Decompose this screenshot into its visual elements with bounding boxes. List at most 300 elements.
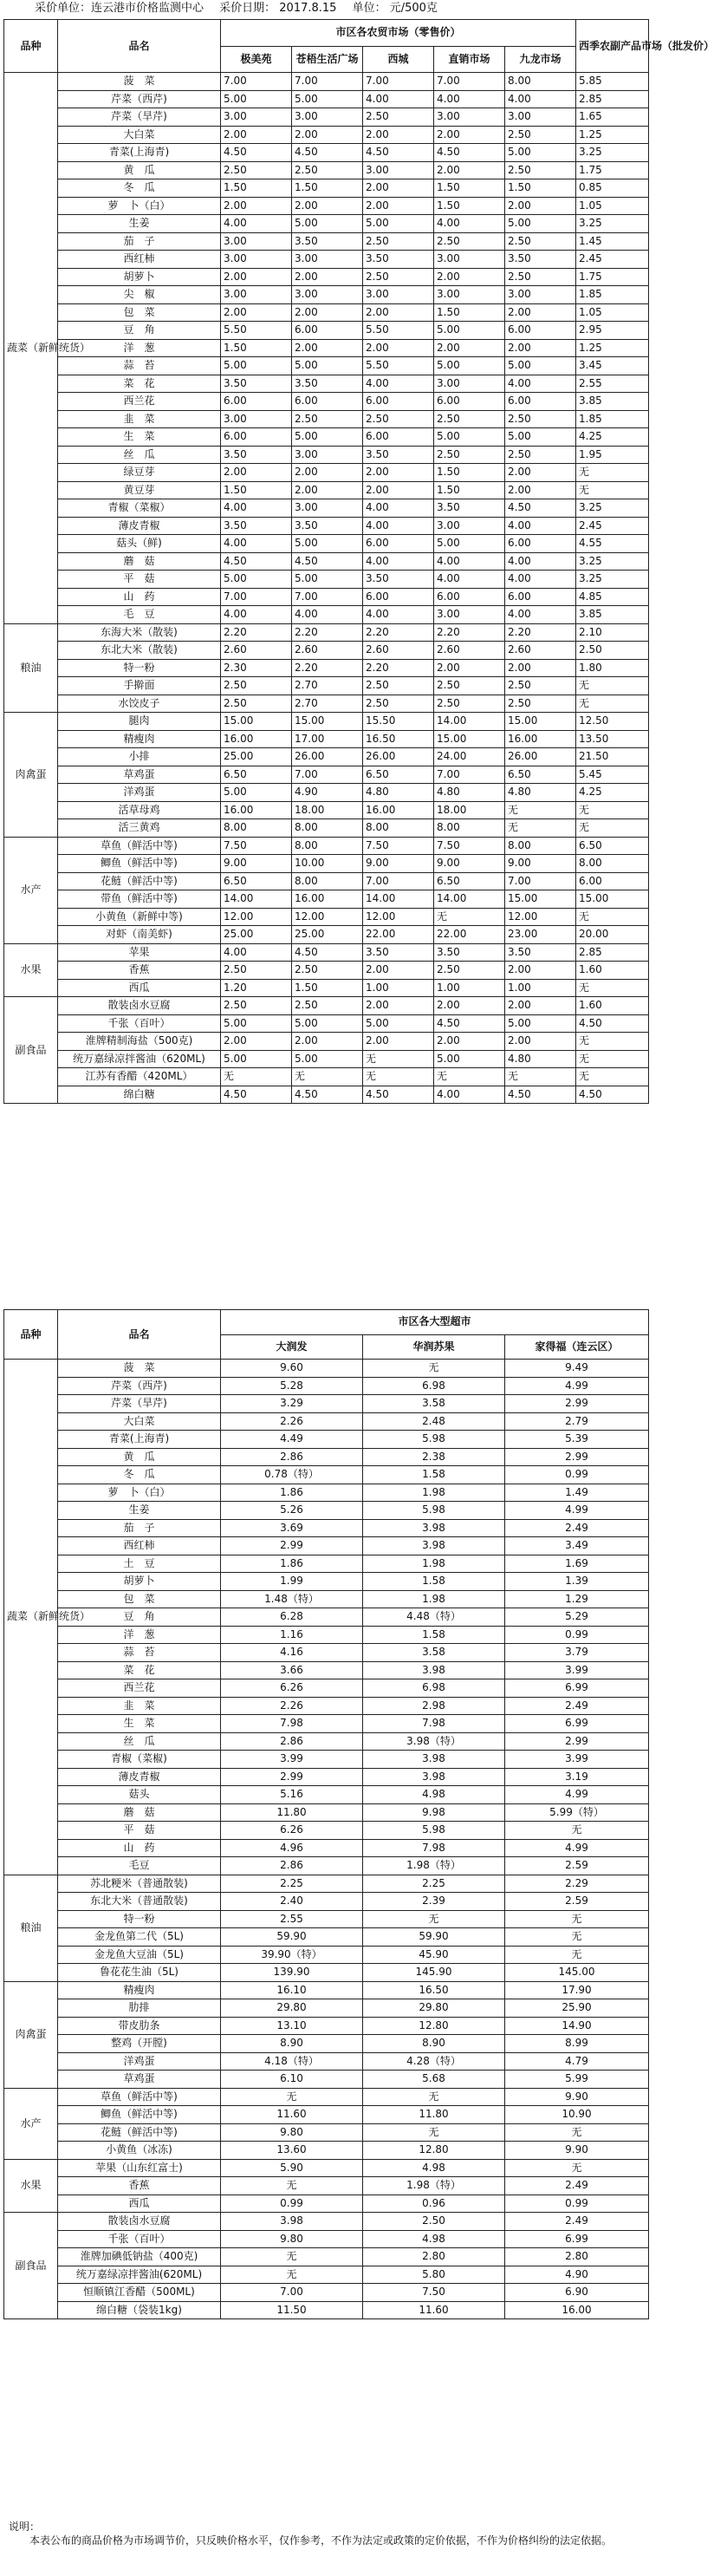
- price-cell: 3.99: [505, 1751, 649, 1769]
- price-cell: 6.10: [221, 2071, 363, 2089]
- table-row: [4, 286, 649, 304]
- price-cell: 6.90: [505, 2284, 649, 2302]
- category-cell: 蔬菜（新鲜统货）: [4, 1360, 58, 1875]
- price-cell: 5.00: [434, 428, 505, 447]
- price-cell: 20.00: [576, 926, 649, 944]
- price-cell: 4.50: [221, 144, 292, 162]
- price-cell: 1.50: [221, 481, 292, 499]
- price-cell: 2.00: [505, 997, 576, 1015]
- price-cell: 3.66: [221, 1661, 363, 1679]
- price-cell: 2.00: [221, 126, 292, 144]
- price-cell: 4.16: [221, 1644, 363, 1662]
- price-cell: 2.50: [434, 232, 505, 251]
- price-cell: 12.00: [363, 908, 434, 926]
- table-row: [4, 1644, 649, 1662]
- product-name: 包 菜: [58, 1590, 221, 1608]
- price-cell: 3.50: [221, 446, 292, 464]
- market-header-2: 苍梧生活广场: [292, 46, 363, 73]
- price-cell: 29.80: [363, 1999, 505, 2018]
- price-cell: 4.00: [434, 552, 505, 571]
- price-cell: 3.50: [221, 517, 292, 535]
- price-cell: 8.00: [505, 837, 576, 855]
- price-cell: 6.50: [576, 837, 649, 855]
- price-cell: 5.80: [363, 2266, 505, 2284]
- price-cell: 2.20: [434, 623, 505, 642]
- price-cell: 7.00: [363, 73, 434, 91]
- price-cell: 3.00: [434, 108, 505, 127]
- product-name: 西瓜: [58, 979, 221, 997]
- price-cell: 2.99: [221, 1768, 363, 1786]
- price-cell: 2.00: [434, 161, 505, 179]
- product-name: 散装卤水豆腐: [58, 2213, 221, 2231]
- price-cell: 7.98: [363, 1715, 505, 1733]
- product-name: 苹果（山东红富士): [58, 2159, 221, 2177]
- price-cell: 4.98: [363, 1786, 505, 1804]
- price-cell: 2.95: [576, 322, 649, 340]
- price-cell: 1.95: [576, 446, 649, 464]
- price-cell: 1.60: [576, 962, 649, 980]
- table-row: [4, 2213, 649, 2231]
- product-name: 韭 菜: [58, 410, 221, 428]
- product-name: 山 药: [58, 1839, 221, 1857]
- product-name: 薄皮青椒: [58, 517, 221, 535]
- price-cell: 6.00: [505, 588, 576, 606]
- price-cell: 2.20: [505, 623, 576, 642]
- super-header-2: 华润苏果: [363, 1334, 505, 1360]
- product-name: 活草母鸡: [58, 801, 221, 819]
- product-name: 生 菜: [58, 428, 221, 447]
- price-cell: 5.00: [505, 428, 576, 447]
- product-name: 香蕉: [58, 2177, 221, 2195]
- price-cell: 无: [576, 695, 649, 713]
- price-cell: 8.00: [576, 855, 649, 873]
- product-name: 金龙鱼大豆油（5L): [58, 1946, 221, 1964]
- product-name: 菜 花: [58, 375, 221, 393]
- price-cell: 1.50: [434, 303, 505, 322]
- price-cell: 无: [505, 1910, 649, 1928]
- price-cell: 6.98: [363, 1679, 505, 1698]
- price-cell: 无: [576, 481, 649, 499]
- product-name: 尖 椒: [58, 286, 221, 304]
- price-cell: 139.90: [221, 1964, 363, 1982]
- price-cell: 2.50: [434, 677, 505, 695]
- price-cell: 4.80: [434, 784, 505, 802]
- product-name: 小黄鱼（冰冻): [58, 2142, 221, 2160]
- product-name: 水饺皮子: [58, 695, 221, 713]
- price-cell: 3.00: [221, 232, 292, 251]
- table-row: [4, 2052, 649, 2071]
- price-cell: 无: [576, 677, 649, 695]
- price-cell: 3.99: [221, 1751, 363, 1769]
- price-cell: 2.00: [292, 464, 363, 482]
- product-name: 洋鸡蛋: [58, 2052, 221, 2071]
- price-cell: 145.90: [363, 1964, 505, 1982]
- product-name: 统万嘉绿凉拌酱油（620ML): [58, 1050, 221, 1068]
- price-cell: 2.50: [292, 410, 363, 428]
- table-row: [4, 1910, 649, 1928]
- price-cell: 3.50: [221, 375, 292, 393]
- price-cell: 无: [505, 1068, 576, 1086]
- product-name: 芹菜（西芹): [58, 90, 221, 108]
- price-cell: 2.39: [363, 1893, 505, 1911]
- price-cell: 1.98（特）: [363, 1857, 505, 1875]
- price-cell: 1.00: [434, 979, 505, 997]
- price-cell: 5.00: [221, 357, 292, 375]
- price-cell: 4.79: [505, 2052, 649, 2071]
- table-row: [4, 801, 649, 819]
- price-cell: 7.00: [434, 73, 505, 91]
- price-cell: 26.00: [505, 748, 576, 766]
- product-name: 花鲢（鲜活中等): [58, 2123, 221, 2142]
- table-row: [4, 1377, 649, 1395]
- price-cell: 1.45: [576, 232, 649, 251]
- price-cell: 5.00: [292, 535, 363, 553]
- price-cell: 2.80: [505, 2248, 649, 2266]
- table-row: [4, 713, 649, 731]
- price-cell: 无: [505, 1928, 649, 1947]
- table-row: [4, 1928, 649, 1947]
- price-cell: 2.86: [221, 1448, 363, 1466]
- table-row: [4, 2194, 649, 2213]
- product-name: 萝 卜（白）: [58, 1484, 221, 1502]
- price-cell: 2.86: [221, 1857, 363, 1875]
- product-name: 小排: [58, 748, 221, 766]
- price-cell: 1.58: [363, 1466, 505, 1484]
- price-cell: 8.00: [221, 819, 292, 838]
- price-cell: 无: [576, 801, 649, 819]
- product-name: 芹菜（旱芹): [58, 108, 221, 127]
- price-cell: 4.50: [221, 552, 292, 571]
- price-cell: 3.98: [363, 1751, 505, 1769]
- table-row: [4, 2177, 649, 2195]
- price-cell: 1.86: [221, 1555, 363, 1573]
- price-cell: 0.85: [576, 179, 649, 198]
- product-name: 活三黄鸡: [58, 819, 221, 838]
- price-cell: 3.00: [221, 286, 292, 304]
- product-name: 大白菜: [58, 1412, 221, 1431]
- price-cell: 0.99: [505, 1466, 649, 1484]
- price-cell: 11.60: [363, 2301, 505, 2319]
- product-name: 香蕉: [58, 962, 221, 980]
- price-cell: 2.50: [505, 268, 576, 286]
- category-cell: 肉禽蛋: [4, 713, 58, 838]
- price-cell: 3.00: [292, 108, 363, 127]
- price-cell: 4.00: [505, 552, 576, 571]
- price-cell: 无: [576, 819, 649, 838]
- price-cell: 2.80: [363, 2248, 505, 2266]
- price-cell: 2.00: [505, 481, 576, 499]
- product-name: 绵白糖（袋装1kg): [58, 2301, 221, 2319]
- table-row: [4, 659, 649, 677]
- product-name: 花鲢（鲜活中等): [58, 872, 221, 890]
- table-row: [4, 2123, 649, 2142]
- price-cell: 5.00: [292, 357, 363, 375]
- price-cell: 2.00: [363, 997, 434, 1015]
- product-name: 青菜(上海青): [58, 144, 221, 162]
- price-cell: 4.85: [576, 588, 649, 606]
- price-cell: 无: [505, 1946, 649, 1964]
- price-unit: 单位： 元/500克: [352, 2, 438, 15]
- price-cell: 无: [221, 2088, 363, 2106]
- price-cell: 25.00: [221, 926, 292, 944]
- price-cell: 4.00: [434, 215, 505, 233]
- price-cell: 4.00: [363, 606, 434, 624]
- price-cell: 16.00: [292, 890, 363, 909]
- category-cell: 粮油: [4, 1875, 58, 1981]
- table-row: [4, 1608, 649, 1627]
- price-cell: 2.20: [363, 659, 434, 677]
- product-name: 苹果: [58, 943, 221, 962]
- table-row: [4, 232, 649, 251]
- price-cell: 2.59: [505, 1893, 649, 1911]
- price-cell: 无: [221, 1068, 292, 1086]
- price-cell: 5.68: [363, 2071, 505, 2089]
- price-cell: 2.00: [505, 339, 576, 357]
- price-cell: 13.10: [221, 2017, 363, 2035]
- price-cell: 6.00: [221, 393, 292, 411]
- price-cell: 2.00: [221, 303, 292, 322]
- product-name: 胡萝卜: [58, 1573, 221, 1591]
- price-cell: 3.00: [434, 606, 505, 624]
- price-cell: 29.80: [221, 1999, 363, 2018]
- price-cell: 无: [576, 1033, 649, 1051]
- price-cell: 0.99: [505, 2194, 649, 2213]
- price-cell: 3.25: [576, 144, 649, 162]
- price-cell: 4.25: [576, 428, 649, 447]
- price-cell: 1.48（特）: [221, 1590, 363, 1608]
- price-cell: 14.00: [434, 713, 505, 731]
- price-cell: 无: [292, 1068, 363, 1086]
- price-cell: 9.98: [363, 1803, 505, 1822]
- price-cell: 2.00: [363, 303, 434, 322]
- table-row: [4, 535, 649, 553]
- price-cell: 3.00: [292, 286, 363, 304]
- price-cell: 2.00: [292, 303, 363, 322]
- table-row: [4, 926, 649, 944]
- product-name: 西兰花: [58, 1679, 221, 1698]
- price-cell: 2.50: [434, 695, 505, 713]
- price-cell: 1.58: [363, 1573, 505, 1591]
- price-cell: 2.85: [576, 943, 649, 962]
- price-cell: 17.00: [292, 730, 363, 748]
- price-cell: 2.26: [221, 1412, 363, 1431]
- price-cell: 15.00: [505, 890, 576, 909]
- table-row: [4, 1679, 649, 1698]
- price-cell: 5.98: [363, 1822, 505, 1840]
- product-name: 茄 子: [58, 232, 221, 251]
- price-cell: 18.00: [292, 801, 363, 819]
- price-cell: 2.49: [505, 1697, 649, 1715]
- table-row: [4, 375, 649, 393]
- price-cell: 5.85: [576, 73, 649, 91]
- table-row: [4, 1448, 649, 1466]
- product-name: 对虾（南美虾): [58, 926, 221, 944]
- table-row: [4, 2284, 649, 2302]
- price-cell: 1.00: [505, 979, 576, 997]
- table-row: [4, 2159, 649, 2177]
- price-cell: 2.00: [292, 339, 363, 357]
- price-cell: 1.60: [576, 997, 649, 1015]
- price-cell: 1.99: [221, 1573, 363, 1591]
- product-name: 统万嘉绿凉拌酱油(620ML): [58, 2266, 221, 2284]
- table-row: [4, 642, 649, 660]
- price-cell: 3.85: [576, 393, 649, 411]
- price-cell: 16.50: [363, 1981, 505, 1999]
- price-cell: 13.50: [576, 730, 649, 748]
- price-cell: 3.50: [434, 943, 505, 962]
- price-cell: 3.25: [576, 552, 649, 571]
- price-cell: 6.99: [505, 1715, 649, 1733]
- market-header-5: 九龙市场: [505, 46, 576, 73]
- price-cell: 3.98: [363, 1537, 505, 1555]
- table-row: [4, 552, 649, 571]
- table-row: [4, 268, 649, 286]
- product-name: 生姜: [58, 215, 221, 233]
- product-name: 茄 子: [58, 1519, 221, 1537]
- price-cell: 5.00: [505, 215, 576, 233]
- product-name: 黄豆芽: [58, 481, 221, 499]
- price-cell: 1.80: [576, 659, 649, 677]
- price-cell: 2.50: [505, 695, 576, 713]
- price-cell: 5.00: [292, 1050, 363, 1068]
- price-cell: 6.50: [434, 872, 505, 890]
- price-cell: 1.50: [505, 179, 576, 198]
- product-name: 苏北粳米（普通散装): [58, 1875, 221, 1893]
- price-cell: 2.00: [292, 1033, 363, 1051]
- price-cell: 15.00: [505, 713, 576, 731]
- price-cell: 3.00: [434, 251, 505, 269]
- price-cell: 1.50: [434, 179, 505, 198]
- price-cell: 5.00: [363, 215, 434, 233]
- price-cell: 无: [434, 908, 505, 926]
- table-row: [4, 90, 649, 108]
- price-cell: 2.00: [292, 126, 363, 144]
- price-cell: 2.99: [505, 1448, 649, 1466]
- super-col-name: 品名: [58, 1310, 221, 1360]
- super-col-category: 品种: [4, 1310, 58, 1360]
- price-cell: 12.80: [363, 2017, 505, 2035]
- market-price-table: [3, 19, 714, 1104]
- price-cell: 4.00: [363, 499, 434, 518]
- table-row: [4, 730, 649, 748]
- price-cell: 2.60: [221, 642, 292, 660]
- product-name: 蒜 苔: [58, 357, 221, 375]
- product-name: 蘑 菇: [58, 1803, 221, 1822]
- price-cell: 14.00: [221, 890, 292, 909]
- price-cell: 1.65: [576, 108, 649, 127]
- product-name: 胡萝卜: [58, 268, 221, 286]
- product-name: 芹菜（旱芹): [58, 1395, 221, 1413]
- product-name: 西红柿: [58, 251, 221, 269]
- price-cell: 4.50: [576, 1014, 649, 1033]
- price-cell: 7.50: [221, 837, 292, 855]
- price-cell: 4.96: [221, 1839, 363, 1857]
- price-cell: 2.48: [363, 1412, 505, 1431]
- product-name: 黄 瓜: [58, 1448, 221, 1466]
- price-cell: 2.50: [363, 2213, 505, 2231]
- market-header-3: 西城: [363, 46, 434, 73]
- price-cell: 3.19: [505, 1768, 649, 1786]
- product-name: 洋鸡蛋: [58, 784, 221, 802]
- price-cell: 无: [221, 2266, 363, 2284]
- price-cell: 2.50: [292, 997, 363, 1015]
- price-cell: 2.70: [292, 695, 363, 713]
- product-name: 淮牌精制海盐（500克): [58, 1033, 221, 1051]
- product-name: 手擀面: [58, 677, 221, 695]
- product-name: 韭 菜: [58, 1697, 221, 1715]
- product-name: 特一粉: [58, 1910, 221, 1928]
- table-row: [4, 606, 649, 624]
- price-cell: 6.00: [576, 872, 649, 890]
- price-cell: 2.00: [505, 464, 576, 482]
- price-cell: 6.00: [292, 393, 363, 411]
- price-cell: 3.00: [505, 108, 576, 127]
- price-cell: 4.00: [363, 90, 434, 108]
- price-cell: 1.25: [576, 339, 649, 357]
- price-cell: 3.50: [363, 446, 434, 464]
- price-cell: 4.50: [292, 1086, 363, 1104]
- table-row: [4, 1893, 649, 1911]
- price-cell: 5.99（特）: [505, 1803, 649, 1822]
- market-header-6: 西季农副产品市场（批发价）: [576, 20, 649, 73]
- price-cell: 4.48（特）: [363, 1608, 505, 1627]
- price-cell: 5.00: [221, 1050, 292, 1068]
- price-cell: 7.00: [292, 588, 363, 606]
- price-cell: 2.00: [434, 997, 505, 1015]
- price-cell: 10.00: [292, 855, 363, 873]
- price-cell: 5.50: [363, 357, 434, 375]
- price-cell: 2.50: [363, 268, 434, 286]
- price-cell: 3.98: [363, 1768, 505, 1786]
- price-cell: 4.00: [292, 606, 363, 624]
- product-name: 草鱼（鲜活中等): [58, 837, 221, 855]
- price-cell: 11.50: [221, 2301, 363, 2319]
- col-name: 品名: [58, 20, 221, 73]
- product-name: 西瓜: [58, 2194, 221, 2213]
- table-row: [4, 979, 649, 997]
- price-cell: 3.79: [505, 1644, 649, 1662]
- price-cell: 14.00: [363, 890, 434, 909]
- price-cell: 8.90: [363, 2035, 505, 2053]
- price-cell: 4.00: [363, 552, 434, 571]
- price-cell: 3.45: [576, 357, 649, 375]
- price-cell: 23.00: [505, 926, 576, 944]
- price-cell: 7.00: [434, 766, 505, 784]
- product-name: 鲫鱼（鲜活中等): [58, 855, 221, 873]
- price-cell: 11.60: [221, 2106, 363, 2124]
- price-cell: 无: [576, 1068, 649, 1086]
- price-cell: 4.50: [505, 499, 576, 518]
- price-cell: 2.25: [363, 1875, 505, 1893]
- price-cell: 8.99: [505, 2035, 649, 2053]
- price-cell: 145.00: [505, 1964, 649, 1982]
- price-cell: 4.80: [505, 784, 576, 802]
- price-cell: 4.00: [221, 535, 292, 553]
- product-name: 芹菜（西芹): [58, 1377, 221, 1395]
- price-cell: 4.80: [505, 1050, 576, 1068]
- price-cell: 2.60: [363, 642, 434, 660]
- price-cell: 3.98（特）: [363, 1732, 505, 1751]
- price-cell: 2.20: [221, 623, 292, 642]
- price-cell: 4.18（特）: [221, 2052, 363, 2071]
- price-cell: 9.00: [505, 855, 576, 873]
- super-group-title: 市区各大型超市: [221, 1310, 649, 1335]
- price-cell: 2.50: [363, 232, 434, 251]
- price-cell: 1.00: [363, 979, 434, 997]
- price-cell: 6.00: [363, 393, 434, 411]
- price-cell: 5.00: [434, 322, 505, 340]
- table-row: [4, 1732, 649, 1751]
